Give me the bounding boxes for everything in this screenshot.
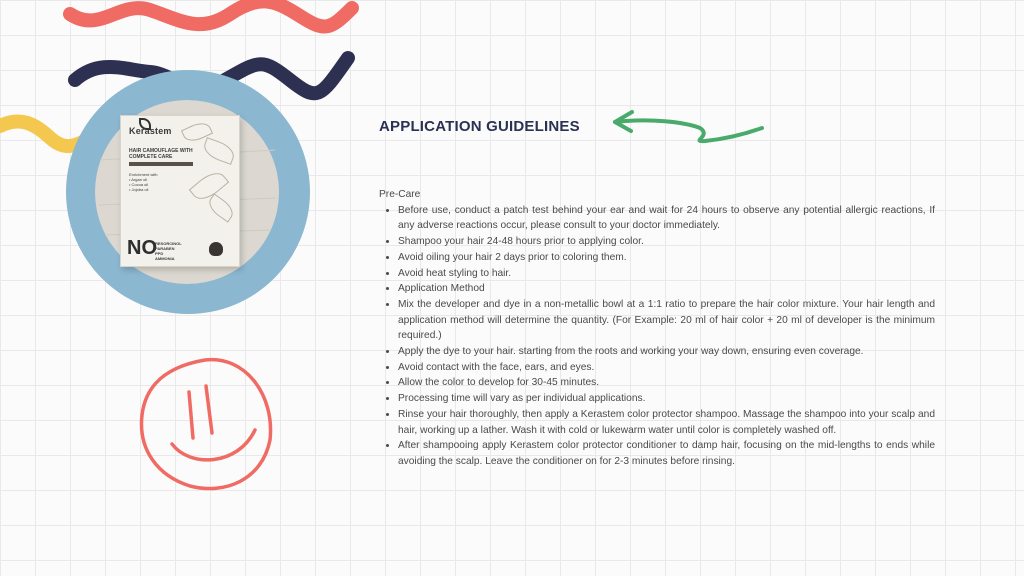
list-item: • Rinse your hair thoroughly, then apply a Kerastem color protector shampoo. Massage the shampoo into your scalp and hair, working up a lather. Wash it with cold or lukewarm water until color is completely washed off. <box>398 407 935 438</box>
list-item: • After shampooing apply Kerastem color protector conditioner to damp hair, focusing on the mid-lengths to ends while avoiding the scalp. Leave the conditioner on for 2-3 minutes before rinsing. <box>398 438 935 469</box>
smiley-face-doodle <box>141 360 270 489</box>
list-item: • Processing time will vary as per individual applications. <box>398 391 935 407</box>
page-title: APPLICATION GUIDELINES <box>379 118 580 135</box>
product-ingredients: Enrichment with • Argan oil • Cocoa oil • Jojoba oil <box>129 172 158 192</box>
product-color-swatch-icon <box>209 242 223 256</box>
list-item: • Allow the color to develop for 30-45 minutes. <box>398 375 935 391</box>
list-item: • Apply the dye to your hair. starting from the roots and working your way down, ensuring even coverage. <box>398 344 935 360</box>
product-box-image <box>120 115 240 267</box>
guidelines-content <box>379 187 935 470</box>
coral-wave-decoration <box>70 1 352 26</box>
list-item: • Avoid contact with the face, ears, and eyes. <box>398 360 935 376</box>
product-band <box>129 162 193 166</box>
list-item: • Shampoo your hair 24-48 hours prior to applying color. <box>398 234 935 250</box>
product-no-list: RESORCINOL PARABEN PPD AMMONIA <box>155 241 182 261</box>
list-item: • Before use, conduct a patch test behind your ear and wait for 24 hours to observe any potential allergic reactions, If any adverse reactions occur, please consult to your doctor immediately. <box>398 203 935 234</box>
list-item: • Mix the developer and dye in a non-metallic bowl at a 1:1 ratio to prepare the hair color mixture. Your hair length and application method will determine the quantity. (For Example: 20 ml of hair color + 20 ml of developer is the minimum required.) <box>398 297 935 344</box>
intro-label: Pre-Care <box>379 189 421 200</box>
product-no-label: NO <box>127 237 157 259</box>
list-item: • Application Method <box>398 281 935 297</box>
smiley-eye-right <box>206 386 212 433</box>
guidelines-list <box>379 203 935 470</box>
list-item: • Avoid oiling your hair 2 days prior to coloring them. <box>398 250 935 266</box>
product-brand: Kerastem <box>129 126 172 136</box>
smiley-eye-left <box>189 392 193 438</box>
list-item: • Avoid heat styling to hair. <box>398 266 935 282</box>
smiley-mouth <box>172 430 255 460</box>
green-arrow-decoration <box>615 120 762 141</box>
product-title: HAIR CAMOUFLAGE WITH COMPLETE CARE <box>129 148 193 160</box>
yellow-wave-decoration <box>0 121 90 146</box>
